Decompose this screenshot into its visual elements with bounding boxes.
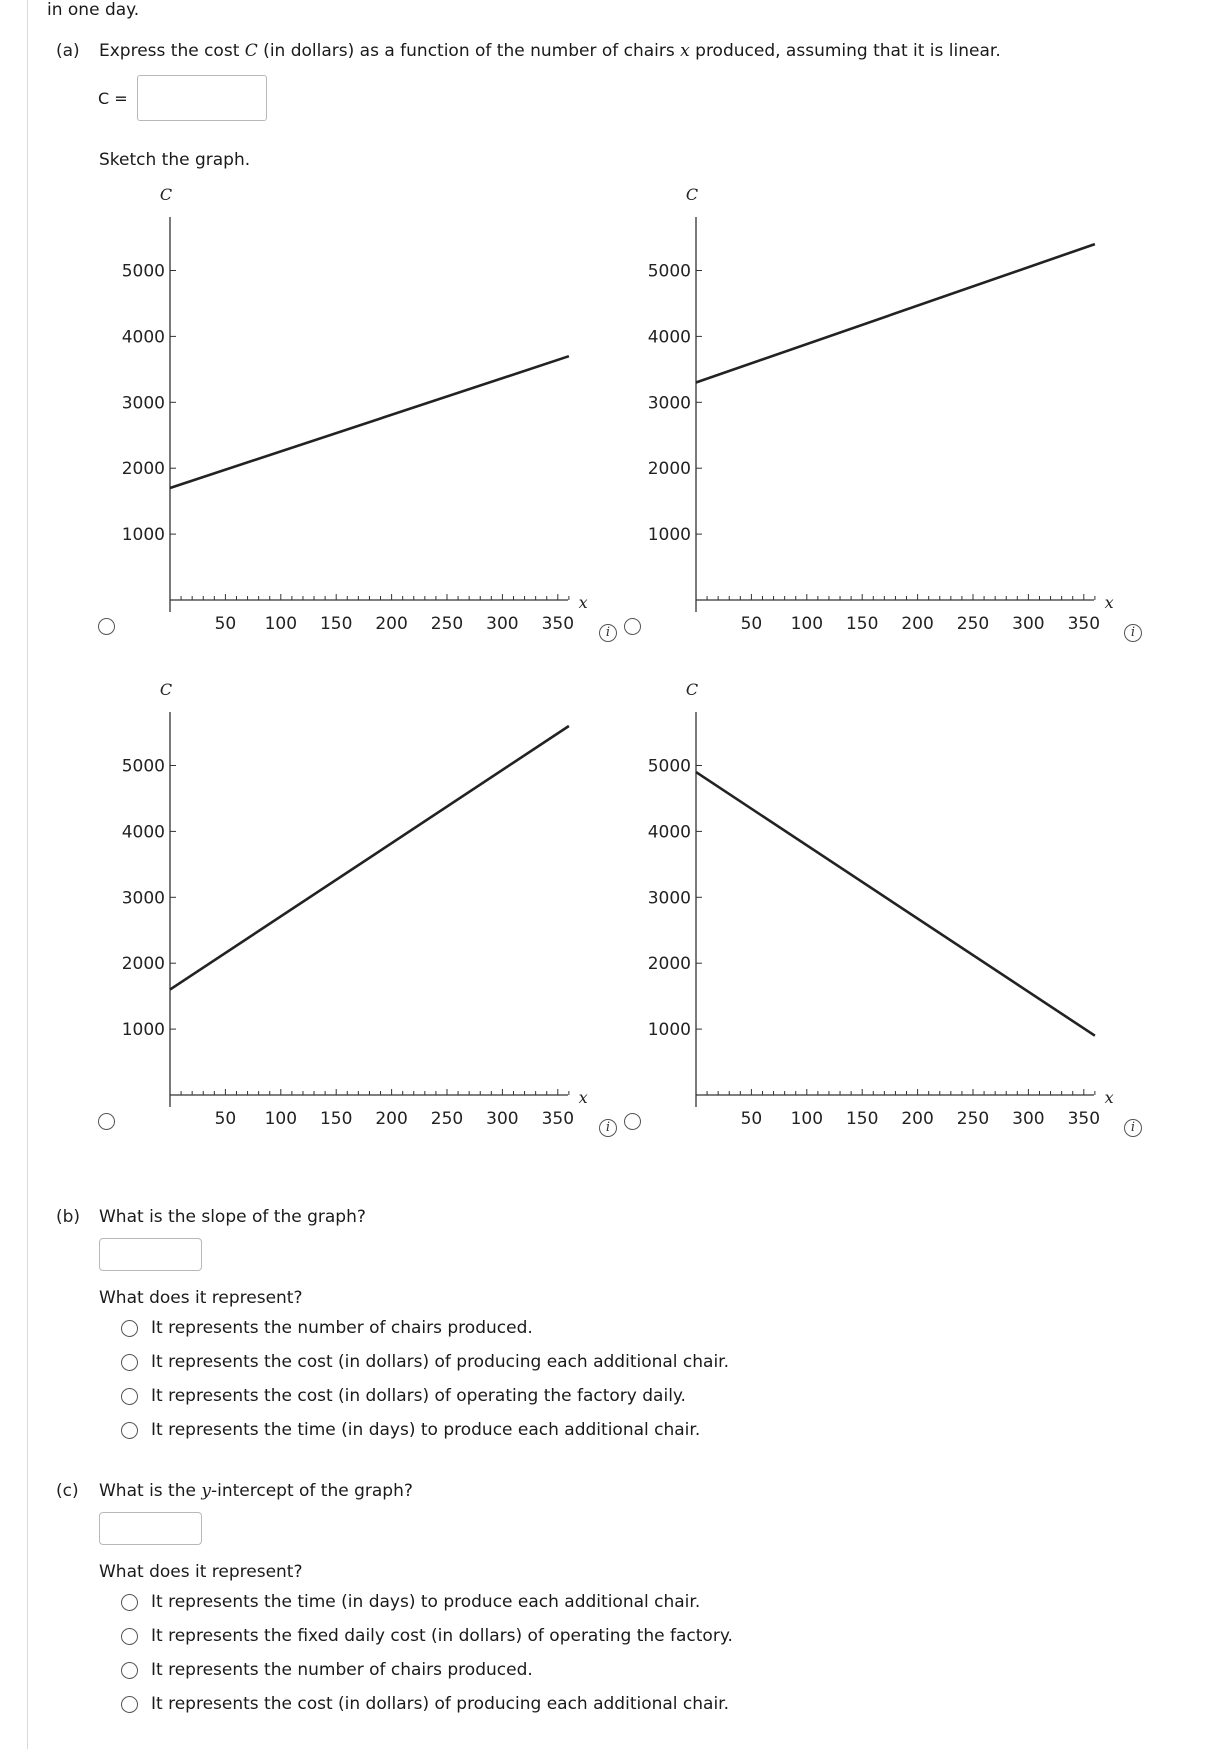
part-b-question: What is the slope of the graph? <box>99 1207 366 1227</box>
y-tick-label: 5000 <box>647 261 691 282</box>
x-tick-label: 350 <box>1067 614 1101 634</box>
x-tick-label: 200 <box>901 1109 934 1129</box>
x-tick-label: 350 <box>1067 1109 1101 1129</box>
x-tick-label: 150 <box>319 614 353 634</box>
x-axis-title: x <box>1104 593 1114 612</box>
x-tick-label: 100 <box>264 614 298 634</box>
x-tick-label: 350 <box>541 1109 575 1129</box>
sketch-prompt: Sketch the graph. <box>99 150 251 170</box>
y-axis-title: C <box>685 680 699 699</box>
x-tick-label: 100 <box>264 1109 298 1129</box>
x-tick-label: 150 <box>845 1109 879 1129</box>
slope-option-3-radio[interactable] <box>121 1388 138 1405</box>
part-b-label: (b) <box>56 1207 81 1227</box>
x-tick-label: 100 <box>790 614 824 634</box>
x-tick-label: 50 <box>214 614 237 634</box>
y-tick-label: 5000 <box>121 261 165 282</box>
x-tick-label: 50 <box>740 1109 763 1129</box>
x-tick-label: 250 <box>430 614 464 634</box>
graph-option-3-info-icon[interactable]: i <box>599 1119 617 1137</box>
x-tick-label: 300 <box>486 1109 519 1129</box>
y-tick-label: 2000 <box>121 954 165 975</box>
x-tick-label: 50 <box>740 614 763 634</box>
y-tick-label: 4000 <box>121 822 165 843</box>
graph-1-cost-line <box>170 356 569 488</box>
y-tick-label: 4000 <box>647 822 691 843</box>
x-tick-label: 300 <box>486 614 519 634</box>
slope-option-2-radio[interactable] <box>121 1354 138 1371</box>
part-c-represent-prompt: What does it represent? <box>99 1562 303 1582</box>
slope-option-4-radio[interactable] <box>121 1422 138 1439</box>
y-tick-label: 2000 <box>647 459 691 480</box>
y-tick-label: 3000 <box>121 888 165 909</box>
y-axis-title: C <box>685 185 699 204</box>
intercept-option-3-radio[interactable] <box>121 1662 138 1679</box>
x-tick-label: 150 <box>319 1109 353 1129</box>
graph-option-4 <box>636 680 1116 1140</box>
y-tick-label: 3000 <box>647 393 691 414</box>
intercept-option-1-radio[interactable] <box>121 1594 138 1611</box>
y-tick-label: 1000 <box>647 1020 691 1041</box>
y-tick-label: 3000 <box>647 888 691 909</box>
y-tick-label: 1000 <box>121 525 165 546</box>
x-tick-label: 300 <box>1012 614 1045 634</box>
intercept-option-2-radio[interactable] <box>121 1628 138 1645</box>
part-c-label: (c) <box>56 1481 79 1501</box>
part-c-question: What is the y-intercept of the graph? <box>99 1481 413 1501</box>
intercept-option-4-radio[interactable] <box>121 1696 138 1713</box>
y-tick-label: 3000 <box>121 393 165 414</box>
x-tick-label: 250 <box>956 614 990 634</box>
slope-input[interactable] <box>99 1238 202 1271</box>
graph-3-cost-line <box>170 726 569 990</box>
y-tick-label: 1000 <box>121 1020 165 1041</box>
y-tick-label: 5000 <box>121 756 165 777</box>
graph-2-cost-line <box>696 244 1095 382</box>
y-tick-label: 2000 <box>121 459 165 480</box>
cost-function-label: C = <box>98 89 128 108</box>
cost-function-input[interactable] <box>137 75 267 121</box>
graph-option-2 <box>636 185 1116 645</box>
x-axis-title: x <box>578 1088 588 1107</box>
x-tick-label: 200 <box>375 1109 408 1129</box>
y-tick-label: 4000 <box>121 327 165 348</box>
x-tick-label: 250 <box>956 1109 990 1129</box>
x-tick-label: 50 <box>214 1109 237 1129</box>
graph-option-2-info-icon[interactable]: i <box>1124 624 1142 642</box>
intro-text: in one day. <box>47 0 140 20</box>
x-tick-label: 150 <box>845 614 879 634</box>
slope-option-1-radio[interactable] <box>121 1320 138 1337</box>
y-intercept-input[interactable] <box>99 1512 202 1545</box>
graph-4-cost-line <box>696 772 1095 1036</box>
y-tick-label: 4000 <box>647 327 691 348</box>
part-a-question: Express the cost C (in dollars) as a function of the number of chairs x produced, assuming that it is linear. <box>99 41 1001 61</box>
x-tick-label: 200 <box>901 614 934 634</box>
graph-option-4-info-icon[interactable]: i <box>1124 1119 1142 1137</box>
x-axis-title: x <box>1104 1088 1114 1107</box>
x-axis-title: x <box>578 593 588 612</box>
x-tick-label: 250 <box>430 1109 464 1129</box>
x-tick-label: 300 <box>1012 1109 1045 1129</box>
x-tick-label: 100 <box>790 1109 824 1129</box>
graph-option-1 <box>110 185 590 645</box>
x-tick-label: 200 <box>375 614 408 634</box>
y-axis-title: C <box>159 680 173 699</box>
y-tick-label: 5000 <box>647 756 691 777</box>
x-tick-label: 350 <box>541 614 575 634</box>
y-tick-label: 1000 <box>647 525 691 546</box>
y-tick-label: 2000 <box>647 954 691 975</box>
y-axis-title: C <box>159 185 173 204</box>
graph-option-1-info-icon[interactable]: i <box>599 624 617 642</box>
part-a-label: (a) <box>56 41 80 61</box>
graph-option-3 <box>110 680 590 1140</box>
part-b-represent-prompt: What does it represent? <box>99 1288 303 1308</box>
